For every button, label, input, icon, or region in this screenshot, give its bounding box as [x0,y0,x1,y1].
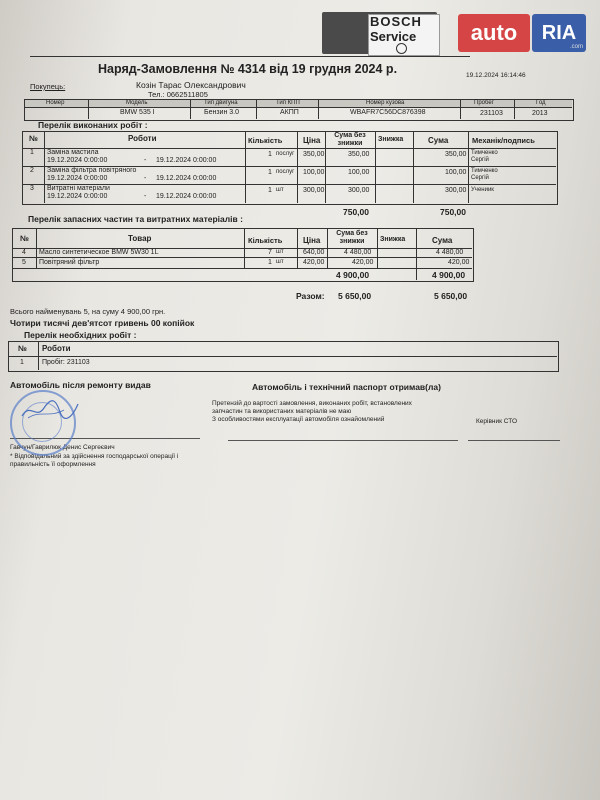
header-rule [30,56,470,57]
row-no: 4 [22,249,26,256]
needed-header: Роботи [42,344,71,353]
parts-header: Кількість [248,236,283,245]
parts-header: № [20,234,29,243]
row-end: 19.12.2024 0:00:00 [156,175,217,182]
row-start: 19.12.2024 0:00:00 [47,157,108,164]
buyer-label: Покупець: [30,82,66,91]
works-header: Сума без знижки [334,132,366,147]
row-no: 3 [30,185,34,192]
vehicle-header: Номер [46,100,65,106]
released-by-title: Автомобіль після ремонту видав [10,380,151,390]
row-mechanic: Сергій [471,157,489,163]
amount-in-words: Чотири тисячі дев'ятсот гривень 00 копійок [10,318,195,328]
row-qty: 1 [268,151,272,158]
vehicle-header: Год [536,100,546,106]
bosch-service: Service [370,29,417,44]
vehicle-divider [24,107,572,108]
works-header-rule [22,148,556,149]
needed-section-title: Перелік необхідних робіт : [24,330,137,340]
vehicle-col-line [318,99,319,119]
watermark-com: .com [570,44,584,50]
row-price: 100,00 [303,169,325,176]
row-no: 5 [22,259,26,266]
row-total: 4 480,00 [436,249,464,256]
needed-header: № [18,344,27,353]
parts-header: Сума без знижки [336,230,368,245]
claims-line: запчастин та використаних матеріалів не маю [212,408,352,415]
vehicle-header: Тип двигуна [204,100,238,106]
manager-signature-line [468,440,560,441]
vehicle-vin: WBAFR7C56DC876398 [350,109,426,116]
issuer-name: Гавчун/Гаврилюк Денис Сергеєвич [10,444,115,451]
items-count-line: Всього найменувань 5, на суму 4 900,00 грн. [10,307,166,316]
parts-row-rule [12,268,472,269]
vehicle-header: Тип КПП [276,100,300,106]
parts-total: 4 900,00 [432,270,466,280]
parts-col-line [327,228,328,268]
claims-line: З особливостями експлуатації автомобіля ознайомлений [212,416,385,423]
works-col-line [413,131,414,203]
row-qty: 1 [268,259,272,266]
row-price: 350,00 [303,151,325,158]
received-by-title: Автомобіль і технічний паспорт отримав(ла) [252,382,441,392]
row-mechanic: Тимченко [471,168,498,174]
vehicle-col-line [460,99,461,119]
row-sum: 300,00 [348,187,370,194]
vehicle-col-line [514,99,515,119]
parts-col-line [416,228,417,280]
watermark-ria: RIA [532,14,586,52]
works-header: Кількість [248,136,283,145]
row-sum: 100,00 [348,169,370,176]
row-unit: шт [276,187,284,193]
vehicle-year: 2013 [532,110,548,117]
row-qty: 1 [268,169,272,176]
works-header: Сума [428,136,449,145]
signature-scribble [20,398,80,422]
works-col-line [468,131,469,203]
row-mechanic: Тимченко [471,150,498,156]
row-item: Повітряний фільтр [39,259,100,266]
parts-section-title: Перелік запасних частин та витратних матеріалів : [28,214,243,224]
row-unit: послуг [276,151,295,157]
parts-col-line [36,228,37,268]
document-title: Наряд-Замовлення № 4314 від 19 грудня 2024 р. [98,62,398,76]
needed-col-line [38,341,39,370]
row-unit: шт [276,249,284,255]
needed-header-rule [8,356,557,357]
row-dash: - [144,193,147,200]
row-item: Масло синтетическое BMW 5W30 1L [39,249,159,256]
parts-header: Знижка [380,236,406,243]
row-no: 1 [30,149,34,156]
row-dash: - [144,175,147,182]
claims-line: Претензій до вартості замовлення, виконаних робіт, встановлених [212,400,412,407]
row-no: 2 [30,167,34,174]
needed-row-no: 1 [20,359,24,366]
vehicle-mileage: 231103 [480,110,503,117]
row-end: 19.12.2024 0:00:00 [156,157,217,164]
row-start: 19.12.2024 0:00:00 [47,193,108,200]
works-col-line [245,131,246,203]
responsibility-note: правильність її оформлення [10,461,96,468]
works-header: Ціна [303,136,321,145]
works-section-title: Перелік виконаних робіт : [38,120,148,130]
row-total: 420,00 [448,259,470,266]
vehicle-col-line [190,99,191,119]
parts-col-line [244,228,245,268]
grand-total-label: Разом: [296,291,325,301]
parts-header: Ціна [303,236,321,245]
row-sum: 420,00 [352,259,374,266]
row-end: 19.12.2024 0:00:00 [156,193,217,200]
vehicle-model: BMW 535 I [120,109,155,116]
works-col-line [44,131,45,203]
parts-col-line [297,228,298,268]
row-sum: 4 480,00 [344,249,372,256]
row-qty: 7 [268,249,272,256]
works-total: 750,00 [440,207,466,217]
vehicle-header: Пробег [474,100,494,106]
row-dash: - [144,157,147,164]
vehicle-header: Модель [126,100,148,106]
row-sum: 350,00 [348,151,370,158]
grand-total-a: 5 650,00 [338,291,372,301]
works-col-line [375,131,376,203]
grand-total-b: 5 650,00 [434,291,468,301]
works-header: № [29,134,38,143]
watermark-auto: auto [458,14,530,52]
works-header: Роботи [128,134,157,143]
vehicle-col-line [88,99,89,119]
row-mechanic: Сергій [471,175,489,181]
row-work: Заміна мастила [47,149,99,156]
row-price: 640,00 [303,249,325,256]
parts-col-line [377,228,378,268]
parts-header: Товар [128,234,152,243]
row-total: 350,00 [445,151,467,158]
parts-row-rule [12,257,472,258]
row-price: 420,00 [303,259,325,266]
vehicle-header: Номер кузова [366,100,405,106]
vehicle-col-line [256,99,257,119]
manager-label: Керівник СТО [476,418,517,425]
vehicle-gearbox: АКПП [280,109,299,116]
vehicle-engine: Бензин 3.0 [204,109,240,116]
row-total: 100,00 [445,169,467,176]
row-price: 300,00 [303,187,325,194]
receiver-signature-line [228,440,458,441]
row-mechanic: Учениик [471,187,494,193]
row-start: 19.12.2024 0:00:00 [47,175,108,182]
row-work: Витратні матеріали [47,185,110,192]
parts-header: Сума [432,236,453,245]
buyer-phone: Тел.: 0662511805 [148,90,208,99]
row-qty: 1 [268,187,272,194]
parts-subtotal: 4 900,00 [336,270,370,280]
print-datetime: 19.12.2024 16:14:46 [466,72,526,79]
row-unit: послуг [276,169,295,175]
works-col-line [325,131,326,203]
row-unit: шт [276,259,284,265]
needed-row-work: Пробіг: 231103 [42,359,90,366]
row-total: 300,00 [445,187,467,194]
row-work: Заміна фільтра повітряного [47,167,137,174]
works-header: Знижка [378,136,404,143]
works-subtotal: 750,00 [343,207,369,217]
works-col-line [297,131,298,203]
responsibility-note: * Відповідальний за здійснення господарської операції і [10,453,179,460]
bosch-armature-icon [396,43,407,54]
buyer-name: Козін Тарас Олександрович [136,80,246,90]
bosch-brand: BOSCH [370,14,422,29]
works-header: Механік/подпись [472,136,535,145]
